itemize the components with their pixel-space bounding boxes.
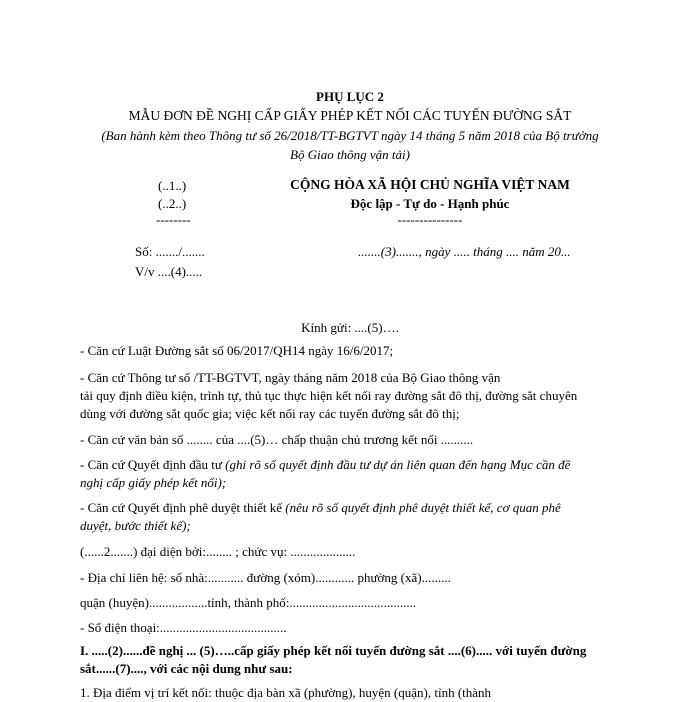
left-divider: -------- bbox=[156, 212, 191, 227]
section-1-line2: sắt......(7)...., với các nội dung như sau: bbox=[80, 661, 293, 676]
basis-circular-line2: tải quy định điều kiện, trình tự, thủ tục thực hiện kết nối ray đường sắt đô thị, đường sắt chuyên bbox=[80, 388, 578, 403]
document-number: Số: ......./....... bbox=[135, 244, 205, 259]
country-name: CỘNG HÒA XÃ HỘI CHỦ NGHĨA VIỆT NAM bbox=[290, 177, 570, 192]
basis-design-decision bbox=[80, 499, 625, 517]
item-1-location: 1. Địa điểm vị trí kết nối: thuộc địa bàn xã (phường), huyện (quận), tỉnh (thành bbox=[80, 685, 492, 700]
basis-circular-line3: dùng với đường sắt quốc gia; việc kết nối ray các tuyến đường sắt đô thị; bbox=[80, 406, 460, 421]
appendix-heading: PHỤ LỤC 2 bbox=[316, 89, 384, 104]
org-line-2: (..2..) bbox=[158, 196, 187, 211]
issued-note-line2: Bộ Giao thông vận tải) bbox=[290, 147, 410, 162]
document-subject: V/v ....(4)..... bbox=[135, 264, 203, 279]
address-line-1: - Địa chỉ liên hệ: số nhà:........... đường (xóm)............ phường (xã)......... bbox=[80, 570, 451, 585]
greeting: Kính gửi: ....(5)…. bbox=[301, 320, 399, 335]
basis-approval-letter: - Căn cứ văn bản số ........ của ....(5)… chấp thuận chủ trương kết nối .......... bbox=[80, 432, 474, 447]
national-motto: Độc lập - Tự do - Hạnh phúc bbox=[350, 196, 510, 211]
right-divider: --------------- bbox=[397, 212, 463, 227]
place-and-date: .......(3)......., ngày ..... tháng .... năm 20... bbox=[358, 244, 571, 259]
basis-investment-prefix: - Căn cứ Quyết định đầu tư bbox=[80, 457, 226, 472]
basis-law: - Căn cứ Luật Đường sắt số 06/2017/QH14 ngày 16/6/2017; bbox=[80, 343, 394, 358]
org-line-1: (..1..) bbox=[158, 178, 187, 193]
issued-note-line1: (Ban hành kèm theo Thông tư số 26/2018/TT-BGTVT ngày 14 tháng 5 năm 2018 của Bộ trưởng bbox=[101, 128, 599, 143]
basis-investment-note-2: nghị cấp giấy phép kết nối); bbox=[80, 475, 227, 490]
basis-design-note-1: (nêu rõ số quyết định phê duyệt thiết kế, cơ quan phê bbox=[285, 500, 561, 515]
section-1-line1: I. .....(2)......đề nghị ... (5)…..cấp giấy phép kết nối tuyến đường sắt ....(6)..... với tuyến đường bbox=[80, 643, 587, 658]
address-line-2: quận (huyện)..................tỉnh, thành phố:....................................... bbox=[80, 595, 417, 610]
basis-design-prefix: - Căn cứ Quyết định phê duyệt thiết kế bbox=[80, 500, 286, 515]
representative-line: (......2.......) đại diện bởi:........ ; chức vụ: .................... bbox=[80, 544, 356, 559]
basis-design-note-2: duyệt, bước thiết kế); bbox=[80, 518, 191, 533]
basis-investment-note-1: (ghi rõ số quyết định đầu tư dự án liên quan đến hạng Mục cần đề bbox=[225, 457, 571, 472]
form-title: MẪU ĐƠN ĐỀ NGHỊ CẤP GIẤY PHÉP KẾT NỐI CÁC TUYẾN ĐƯỜNG SẮT bbox=[128, 108, 572, 123]
basis-circular-line1: - Căn cứ Thông tư số /TT-BGTVT, ngày tháng năm 2018 của Bộ Giao thông vận bbox=[80, 370, 501, 385]
phone-line: - Số điện thoại:....................................... bbox=[80, 620, 287, 635]
basis-investment-decision bbox=[80, 456, 625, 474]
